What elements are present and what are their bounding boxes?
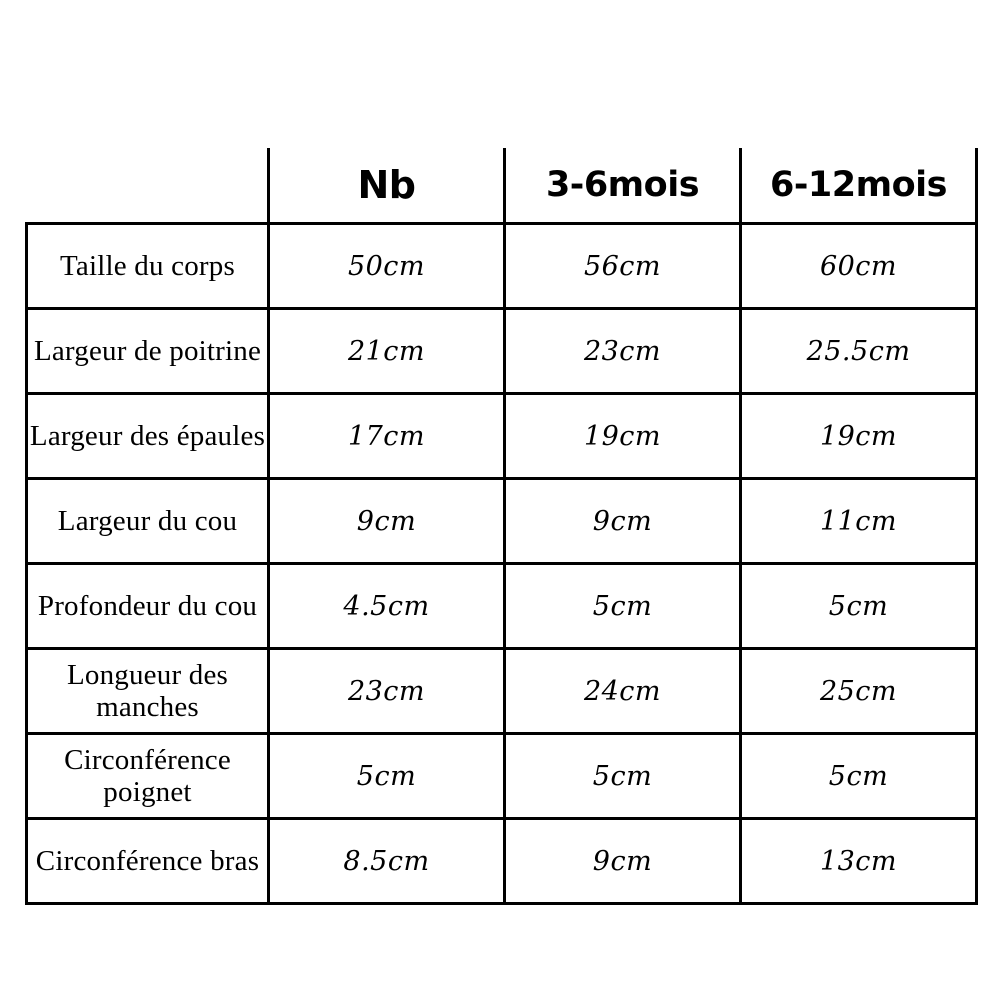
size-chart-table: [25, 148, 978, 905]
cell-circonference-poignet-6-12mois: 5cm: [741, 734, 977, 819]
cell-taille-du-corps-nb: 50cm: [269, 224, 505, 309]
cell-largeur-des-epaules-6-12mois: 19cm: [741, 394, 977, 479]
cell-longueur-des-manches-3-6mois: 24cm: [505, 649, 741, 734]
table-row: [27, 649, 977, 734]
cell-largeur-du-cou-6-12mois: 11cm: [741, 479, 977, 564]
column-header-6-12mois: 6-12mois: [741, 148, 977, 224]
row-label-longueur-des-manches: Longueur des manches: [27, 649, 269, 734]
table-row: [27, 734, 977, 819]
cell-largeur-de-poitrine-6-12mois: 25.5cm: [741, 309, 977, 394]
column-header-3-6mois: 3-6mois: [505, 148, 741, 224]
cell-profondeur-du-cou-6-12mois: 5cm: [741, 564, 977, 649]
row-label-largeur-des-epaules: Largeur des épaules: [27, 394, 269, 479]
cell-circonference-bras-nb: 8.5cm: [269, 819, 505, 904]
cell-circonference-bras-3-6mois: 9cm: [505, 819, 741, 904]
row-label-circonference-bras: Circonférence bras: [27, 819, 269, 904]
cell-longueur-des-manches-nb: 23cm: [269, 649, 505, 734]
row-label-largeur-de-poitrine: Largeur de poitrine: [27, 309, 269, 394]
row-label-circonference-poignet: Circonférence poignet: [27, 734, 269, 819]
row-label-taille-du-corps: Taille du corps: [27, 224, 269, 309]
cell-circonference-poignet-nb: 5cm: [269, 734, 505, 819]
cell-largeur-du-cou-3-6mois: 9cm: [505, 479, 741, 564]
table-row: [27, 309, 977, 394]
cell-circonference-bras-6-12mois: 13cm: [741, 819, 977, 904]
table-row: [27, 394, 977, 479]
cell-largeur-de-poitrine-3-6mois: 23cm: [505, 309, 741, 394]
cell-longueur-des-manches-6-12mois: 25cm: [741, 649, 977, 734]
column-header-nb: Nb: [269, 148, 505, 224]
table-row: [27, 479, 977, 564]
cell-profondeur-du-cou-3-6mois: 5cm: [505, 564, 741, 649]
table-corner-cell: [27, 148, 269, 224]
row-label-profondeur-du-cou: Profondeur du cou: [27, 564, 269, 649]
cell-profondeur-du-cou-nb: 4.5cm: [269, 564, 505, 649]
cell-circonference-poignet-3-6mois: 5cm: [505, 734, 741, 819]
cell-taille-du-corps-3-6mois: 56cm: [505, 224, 741, 309]
cell-largeur-des-epaules-nb: 17cm: [269, 394, 505, 479]
table-row: [27, 819, 977, 904]
cell-largeur-du-cou-nb: 9cm: [269, 479, 505, 564]
cell-largeur-de-poitrine-nb: 21cm: [269, 309, 505, 394]
row-label-largeur-du-cou: Largeur du cou: [27, 479, 269, 564]
table-row: [27, 564, 977, 649]
table-row: [27, 224, 977, 309]
cell-taille-du-corps-6-12mois: 60cm: [741, 224, 977, 309]
table-header-row: [27, 148, 977, 224]
cell-largeur-des-epaules-3-6mois: 19cm: [505, 394, 741, 479]
